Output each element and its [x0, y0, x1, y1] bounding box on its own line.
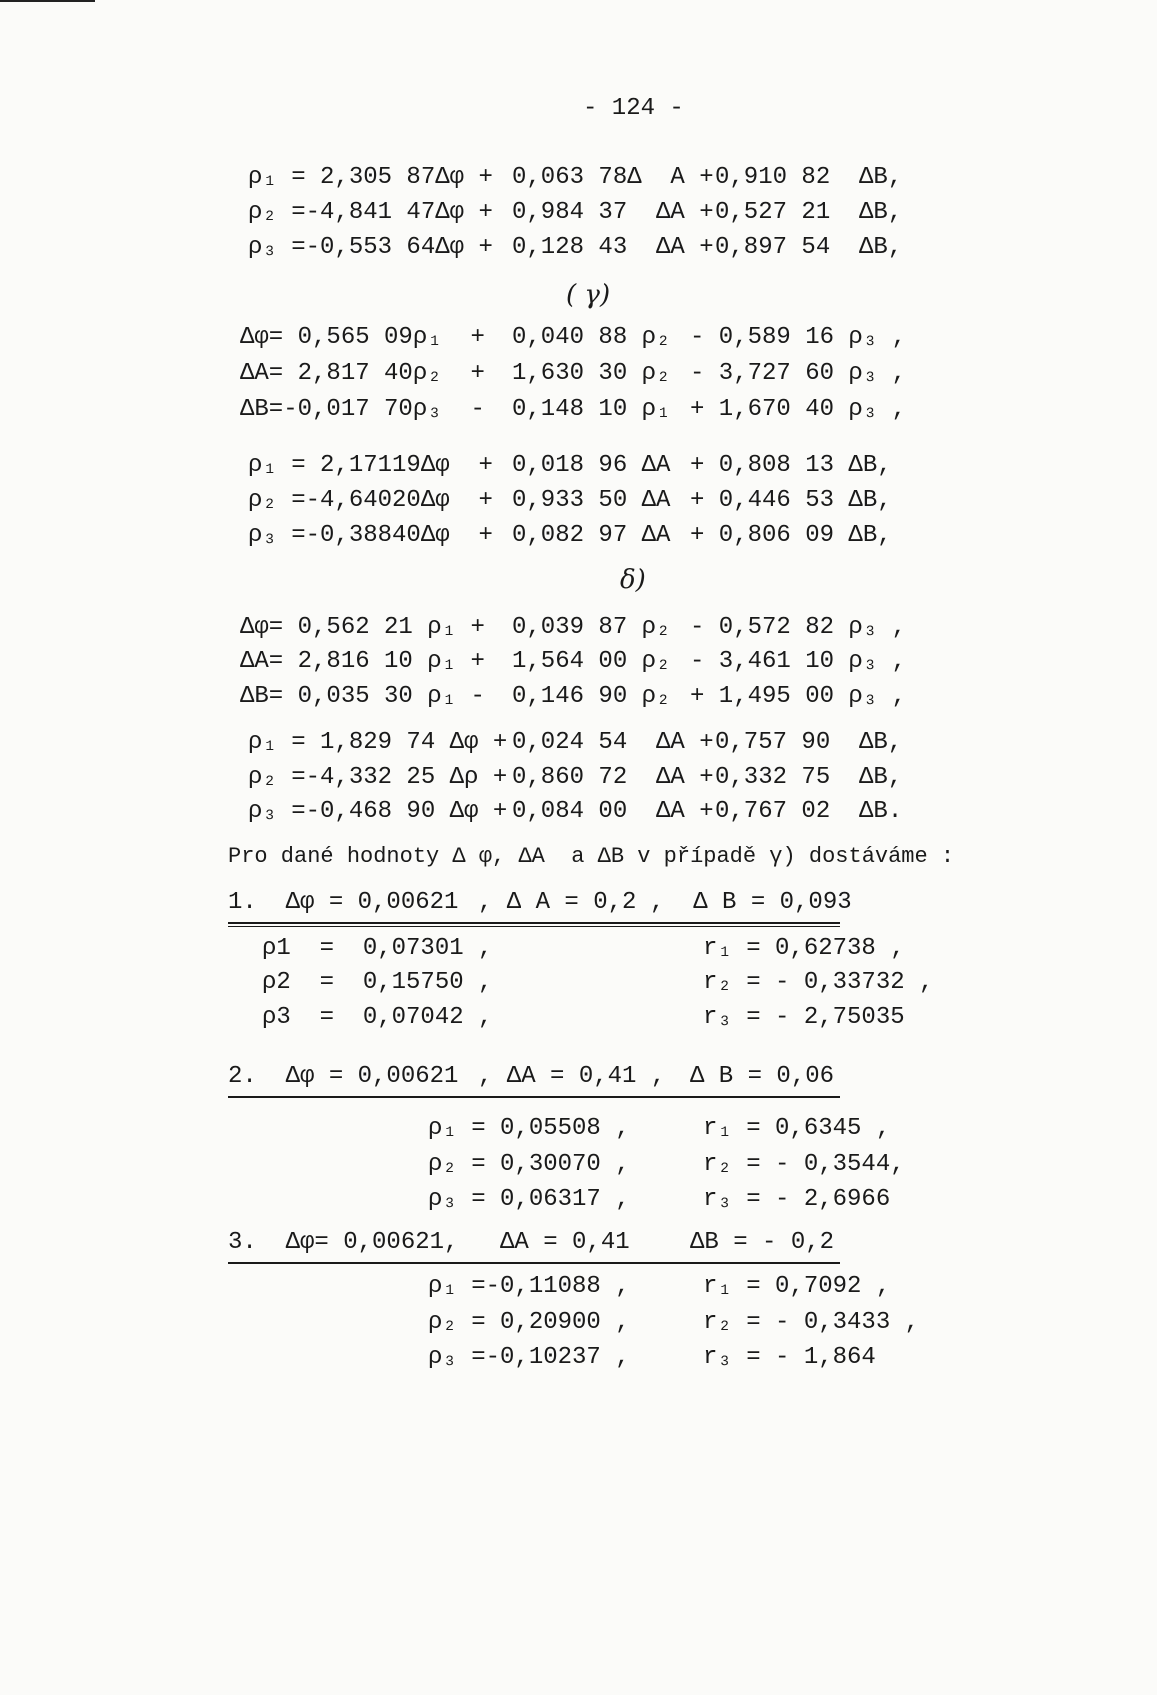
- eq-e1-right: 0,757 90 ΔB,: [715, 729, 903, 756]
- eq-d2-mid: 1,564 00 ρ₂: [512, 648, 671, 675]
- eq-d3-left: ΔB= 0,035 30 ρ₁ -: [240, 683, 485, 710]
- eq-c2-right: + 0,446 53 ΔB,: [690, 487, 892, 514]
- eq-d1-left: Δφ= 0,562 21 ρ₁ +: [240, 614, 485, 641]
- case-2-r1: r₁ = 0,6345 ,: [703, 1115, 891, 1142]
- case-1-r3: r₃ = - 2,75035: [703, 1004, 905, 1031]
- case-2-r2: r₂ = - 0,3544,: [703, 1151, 905, 1178]
- eq-e2-right: 0,332 75 ΔB,: [715, 764, 903, 791]
- gamma-case-label: ( γ): [566, 280, 611, 310]
- eq-b1-mid: 0,040 88 ρ₂: [512, 324, 671, 351]
- eq-c1-mid: 0,018 96 ΔA: [512, 452, 671, 479]
- case-1-rho1: ρ1 = 0,07301 ,: [262, 935, 493, 962]
- corner-mark: [0, 0, 95, 2]
- eq-c2-left: ρ₂ =-4,64020Δφ +: [248, 487, 493, 514]
- eq-c1-left: ρ₁ = 2,17119Δφ +: [248, 452, 493, 479]
- eq-e3-mid: 0,084 00 ΔA +: [512, 798, 714, 825]
- eq-d3-right: + 1,495 00 ρ₃ ,: [690, 683, 907, 710]
- eq-e1-mid: 0,024 54 ΔA +: [512, 729, 714, 756]
- case-3-header-phi: 3. Δφ= 0,00621,: [228, 1229, 459, 1256]
- eq-a3-left: ρ₃ =-0,553 64Δφ +: [248, 234, 493, 261]
- case-3-underline: [228, 1262, 840, 1264]
- eq-e2-left: ρ₂ =-4,332 25 Δρ +: [248, 764, 508, 791]
- eq-b2-mid: 1,630 30 ρ₂: [512, 360, 671, 387]
- eq-d1-mid: 0,039 87 ρ₂: [512, 614, 671, 641]
- eq-d2-right: - 3,461 10 ρ₃ ,: [690, 648, 907, 675]
- eq-c3-mid: 0,082 97 ΔA: [512, 522, 671, 549]
- eq-c1-right: + 0,808 13 ΔB,: [690, 452, 892, 479]
- case-2-header-phi: 2. Δφ = 0,00621: [228, 1063, 459, 1090]
- eq-b3-mid: 0,148 10 ρ₁: [512, 396, 671, 423]
- case-2-r3: r₃ = - 2,6966: [703, 1186, 891, 1213]
- eq-b1-right: - 0,589 16 ρ₃ ,: [690, 324, 907, 351]
- case-1-underline-2: [228, 926, 840, 927]
- delta-case-label: δ): [620, 565, 646, 595]
- eq-c3-left: ρ₃ =-0,38840Δφ +: [248, 522, 493, 549]
- intro-sentence: Pro dané hodnoty Δ φ, ΔA a ΔB v případě γ) dostáváme :: [228, 844, 955, 869]
- eq-d2-left: ΔA= 2,816 10 ρ₁ +: [240, 648, 485, 675]
- eq-a3-mid: 0,128 43 ΔA +: [512, 234, 714, 261]
- eq-d3-mid: 0,146 90 ρ₂: [512, 683, 671, 710]
- eq-a2-mid: 0,984 37 ΔA +: [512, 199, 714, 226]
- eq-a2-right: 0,527 21 ΔB,: [715, 199, 903, 226]
- case-3-rho1: ρ₁ =-0,11088 ,: [428, 1273, 630, 1300]
- case-3-r1: r₁ = 0,7092 ,: [703, 1273, 891, 1300]
- case-2-rho1: ρ₁ = 0,05508 ,: [428, 1115, 630, 1142]
- case-1-rho3: ρ3 = 0,07042 ,: [262, 1004, 493, 1031]
- eq-e1-left: ρ₁ = 1,829 74 Δφ +: [248, 729, 508, 756]
- eq-b2-right: - 3,727 60 ρ₃ ,: [690, 360, 907, 387]
- case-1-r2: r₂ = - 0,33732 ,: [703, 969, 934, 996]
- case-3-header-a: ΔA = 0,41: [500, 1229, 630, 1256]
- eq-b1-left: Δφ= 0,565 09ρ₁ +: [240, 324, 485, 351]
- case-3-r2: r₂ = - 0,3433 ,: [703, 1309, 920, 1336]
- case-1-header-b: , Δ B = 0,093: [650, 889, 852, 916]
- case-3-header-b: ΔB = - 0,2: [690, 1229, 835, 1256]
- case-2-rho3: ρ₃ = 0,06317 ,: [428, 1186, 630, 1213]
- eq-a3-right: 0,897 54 ΔB,: [715, 234, 903, 261]
- case-3-r3: r₃ = - 1,864: [703, 1344, 876, 1371]
- eq-a1-mid: 0,063 78Δ A +: [512, 164, 714, 191]
- eq-b2-left: ΔA= 2,817 40ρ₂ +: [240, 360, 485, 387]
- eq-e2-mid: 0,860 72 ΔA +: [512, 764, 714, 791]
- case-1-r1: r₁ = 0,62738 ,: [703, 935, 905, 962]
- eq-a2-left: ρ₂ =-4,841 47Δφ +: [248, 199, 493, 226]
- case-1-underline: [228, 922, 840, 924]
- eq-b3-right: + 1,670 40 ρ₃ ,: [690, 396, 907, 423]
- case-1-header-phi: 1. Δφ = 0,00621: [228, 889, 459, 916]
- page-number: - 124 -: [583, 95, 684, 122]
- case-1-rho2: ρ2 = 0,15750 ,: [262, 969, 493, 996]
- case-2-underline: [228, 1096, 840, 1098]
- case-3-rho3: ρ₃ =-0,10237 ,: [428, 1344, 630, 1371]
- eq-b3-left: ΔB=-0,017 70ρ₃ -: [240, 396, 485, 423]
- eq-e3-left: ρ₃ =-0,468 90 Δφ +: [248, 798, 508, 825]
- case-2-rho2: ρ₂ = 0,30070 ,: [428, 1151, 630, 1178]
- case-3-rho2: ρ₂ = 0,20900 ,: [428, 1309, 630, 1336]
- eq-c2-mid: 0,933 50 ΔA: [512, 487, 671, 514]
- eq-c3-right: + 0,806 09 ΔB,: [690, 522, 892, 549]
- eq-a1-left: ρ₁ = 2,305 87Δφ +: [248, 164, 493, 191]
- case-2-header-a: , ΔA = 0,41 ,: [478, 1063, 666, 1090]
- eq-e3-right: 0,767 02 ΔB.: [715, 798, 903, 825]
- eq-a1-right: 0,910 82 ΔB,: [715, 164, 903, 191]
- eq-d1-right: - 0,572 82 ρ₃ ,: [690, 614, 907, 641]
- case-1-header-a: , Δ A = 0,2: [478, 889, 637, 916]
- case-2-header-b: Δ B = 0,06: [690, 1063, 835, 1090]
